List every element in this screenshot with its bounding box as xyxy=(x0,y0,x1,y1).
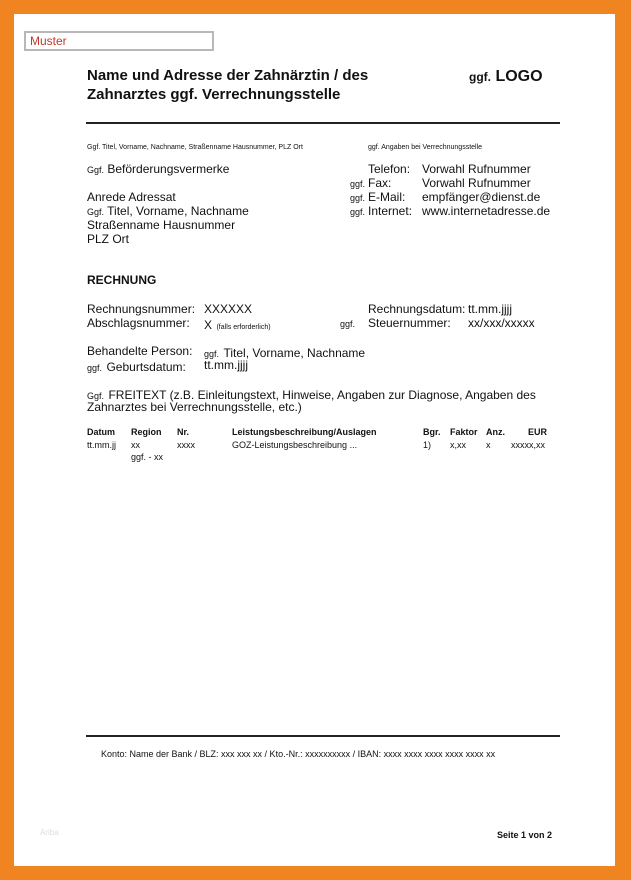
table-header-region: Region xyxy=(131,427,162,437)
footer-divider xyxy=(86,735,560,737)
patient-label: Behandelte Person: xyxy=(87,344,193,358)
internet-value: www.internetadresse.de xyxy=(422,204,551,218)
internet-prefix: ggf. xyxy=(350,207,366,217)
header-divider xyxy=(86,122,560,124)
tax-label: Steuernummer: xyxy=(368,316,451,330)
practice-title-line1: Name und Adresse der Zahnärztin / des xyxy=(87,67,369,84)
table-header-faktor: Faktor xyxy=(450,427,478,437)
table-cell-bgr: 1) xyxy=(423,440,432,450)
recipient-salutation: Anrede Adressat xyxy=(87,190,176,204)
invoice-number-value: XXXXXX xyxy=(204,302,253,316)
table-header-eur: EUR xyxy=(528,427,548,437)
invoice-date-value: tt.mm.jjjj xyxy=(468,302,512,316)
invoice-date-label: Rechnungsdatum: xyxy=(368,302,466,316)
invoice-heading: RECHNUNG xyxy=(87,273,157,287)
contact-heading: ggf. Angaben bei Verrechnungsstelle xyxy=(368,144,483,151)
table-cell-eur: xxxxx,xx xyxy=(511,440,546,450)
invoice-number-label: Rechnungsnummer: xyxy=(87,302,196,316)
internet-label: Internet: xyxy=(368,204,413,218)
freetext-line1: Ggf. FREITEXT (z.B. Einleitungstext, Hinweise, Angaben zur Diagnose, Angaben des xyxy=(87,388,536,402)
table-header-bgr: Bgr. xyxy=(423,427,441,437)
table-cell-region: xx xyxy=(131,440,140,450)
table-header-nr: Nr. xyxy=(177,427,190,437)
invoice-page xyxy=(14,14,615,866)
practice-title-line2: Zahnarztes ggf. Verrechnungsstelle xyxy=(87,86,341,103)
phone-value: Vorwahl Rufnummer xyxy=(422,162,531,176)
patient-value: ggf. Titel, Vorname, Nachname xyxy=(204,346,366,360)
table-cell-region-extra: ggf. - xx xyxy=(131,452,164,462)
table-cell-description: GOZ-Leistungsbeschreibung ... xyxy=(232,440,358,450)
tax-value: xx/xxx/xxxxx xyxy=(468,316,535,330)
logo-text: LOGO xyxy=(495,68,543,85)
fax-value: Vorwahl Rufnummer xyxy=(422,176,531,190)
forwarding-note: Ggf. Beförderungsvermerke xyxy=(87,162,230,176)
page-number: Seite 1 von 2 xyxy=(497,830,553,840)
muster-stamp: Muster xyxy=(24,31,214,51)
table-header-description: Leistungsbeschreibung/Auslagen xyxy=(232,427,377,437)
abschlag-value: X (falls erforderlich) xyxy=(204,318,271,332)
table-cell-faktor: x,xx xyxy=(450,440,467,450)
tax-prefix: ggf. xyxy=(340,319,356,329)
recipient-city: PLZ Ort xyxy=(87,232,130,246)
recipient-street: Straßenname Hausnummer xyxy=(87,218,236,232)
table-header-anz: Anz. xyxy=(486,427,505,437)
email-label: E-Mail: xyxy=(368,190,406,204)
freetext-line2: Zahnarztes bei Verrechnungsstelle, etc.) xyxy=(87,400,302,414)
bank-details: Konto: Name der Bank / BLZ: xxx xxx xx / Kto.-Nr.: xxxxxxxxxx / IBAN: xxxx xxxx xxxx xxxx xxxx xx xyxy=(101,749,496,759)
table-header-datum: Datum xyxy=(87,427,116,437)
table-cell-nr: xxxx xyxy=(177,440,195,450)
birthdate-label: ggf. Geburtsdatum: xyxy=(87,360,186,374)
phone-label: Telefon: xyxy=(368,162,411,176)
fax-prefix: ggf. xyxy=(350,179,366,189)
logo-placeholder xyxy=(469,68,543,86)
table-cell-datum: tt.mm.jj xyxy=(87,440,116,450)
abschlag-label: Abschlagsnummer: xyxy=(87,316,190,330)
email-prefix: ggf. xyxy=(350,193,366,203)
table-cell-anz: x xyxy=(486,440,491,450)
sender-line: Ggf. Titel, Vorname, Nachname, Straßenname Hausnummer, PLZ Ort xyxy=(87,144,303,151)
email-value: empfänger@dienst.de xyxy=(422,190,541,204)
fax-label: Fax: xyxy=(368,176,392,190)
logo-prefix: ggf. xyxy=(469,70,491,84)
recipient-name: Ggf. Titel, Vorname, Nachname xyxy=(87,204,249,218)
birthdate-value: tt.mm.jjjj xyxy=(204,358,248,372)
watermark-text: Ariba xyxy=(40,828,59,837)
